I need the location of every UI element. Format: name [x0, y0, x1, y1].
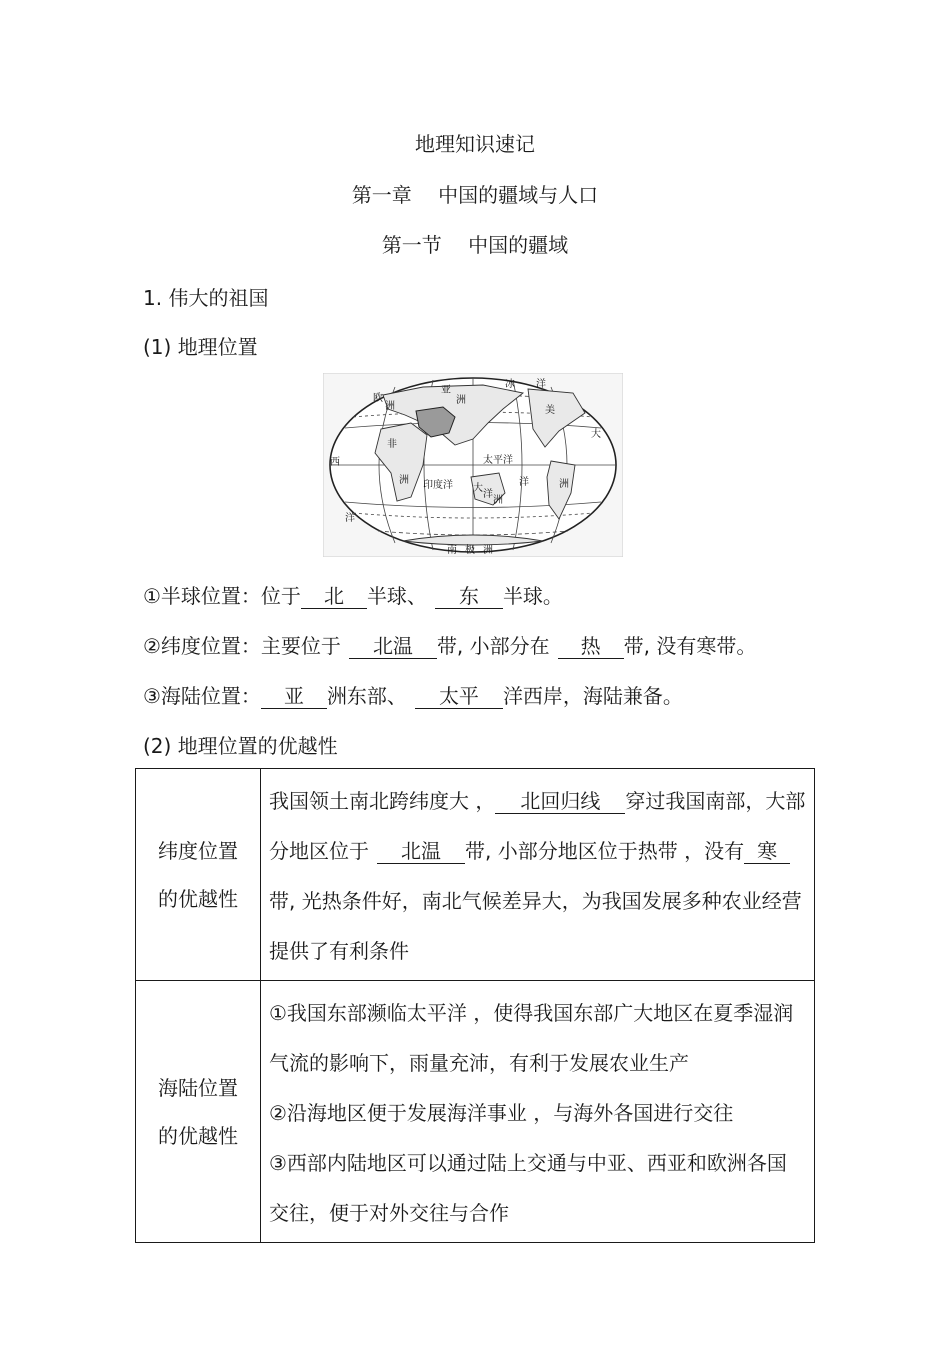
- map-label-continent: 亚: [441, 385, 451, 396]
- row-header-latitude: 纬度位置 的优越性: [136, 769, 261, 981]
- table-row: [136, 981, 815, 1243]
- blank-answer: 北: [301, 585, 367, 609]
- map-label-continent: 极: [465, 545, 475, 556]
- map-label-ocean: 冰: [505, 379, 515, 390]
- map-label-atlantic: 大: [591, 429, 601, 440]
- subsection-heading-advantages: (2) 地理位置的优越性: [143, 734, 338, 758]
- blank-answer: 热: [558, 635, 624, 659]
- advantages-table: [135, 768, 815, 1243]
- blank-answer: 东: [435, 585, 503, 609]
- map-label-atlantic: 西: [330, 457, 340, 468]
- map-label-continent: 洲: [399, 475, 409, 486]
- subsection-heading-location: (1) 地理位置: [143, 335, 258, 359]
- latitude-position: ②纬度位置：主要位于 北温 带, 小部分在 热 带, 没有寒带。: [143, 634, 757, 658]
- table-row: [136, 769, 815, 981]
- map-label-continent: 洲: [385, 401, 395, 412]
- hemisphere-position: ①半球位置：位于 北 半球、 东 半球。: [143, 584, 563, 608]
- blank-answer: 亚: [261, 685, 327, 709]
- blank-answer: 北温: [349, 635, 437, 659]
- blank-answer: 寒: [744, 840, 790, 864]
- map-label-continent: 洲: [483, 545, 493, 556]
- map-label-continent: 非: [387, 439, 397, 450]
- advantage-point: ③西部内陆地区可以通过陆上交通与中亚、西亚和欧洲各国交往，便于对外交往与合作: [269, 1151, 787, 1225]
- map-label-continent: 洋: [483, 489, 493, 500]
- map-label-continent: 南: [447, 545, 457, 556]
- advantage-point: ①我国东部濒临太平洋 ，使得我国东部广大地区在夏季湿润气流的影响下，雨量充沛，有利于发展农业生产: [269, 1001, 794, 1075]
- map-label-continent: 美: [545, 405, 555, 416]
- map-label-continent: 欧: [373, 393, 383, 404]
- blank-answer: 北温: [377, 840, 465, 864]
- sea-land-advantage-text: [261, 981, 815, 1243]
- map-label-indian-ocean: 印度洋: [423, 480, 453, 491]
- section-title: 第一节 中国的疆域: [381, 233, 569, 257]
- world-map-figure: [323, 373, 623, 557]
- map-label-pacific: 太平洋: [483, 455, 513, 466]
- map-label-ocean: 洋: [536, 379, 546, 390]
- chapter-title: 第一章 中国的疆域与人口: [351, 183, 599, 207]
- blank-answer: 北回归线: [495, 790, 625, 814]
- row-header-sea-land: 海陆位置 的优越性: [136, 981, 261, 1243]
- map-label-continent: 洲: [559, 479, 569, 490]
- blank-answer: 太平: [415, 685, 503, 709]
- map-label-continent: 大: [473, 483, 483, 494]
- latitude-advantage-text: 我国领土南北跨纬度大 ， 北回归线 穿过我国南部，大部分地区位于 北温 带, 小部分地区位于热带 ，没有 寒带, 光热条件好，南北气候差异大，为我国发展多种农业经营提供了有利条件: [261, 769, 815, 981]
- map-label-atlantic: 洋: [345, 513, 355, 524]
- section-heading-motherland: 1. 伟大的祖国: [143, 286, 269, 310]
- advantage-point: ②沿海地区便于发展海洋事业 ，与海外各国进行交往: [269, 1101, 734, 1125]
- map-label-ocean: 洋: [519, 477, 529, 488]
- sea-land-position: ③海陆位置： 亚 洲东部、 太平 洋西岸，海陆兼备。: [143, 684, 683, 708]
- document-title: 地理知识速记: [415, 132, 535, 156]
- map-label-continent: 洲: [456, 395, 466, 406]
- map-label-continent: 洲: [493, 495, 503, 506]
